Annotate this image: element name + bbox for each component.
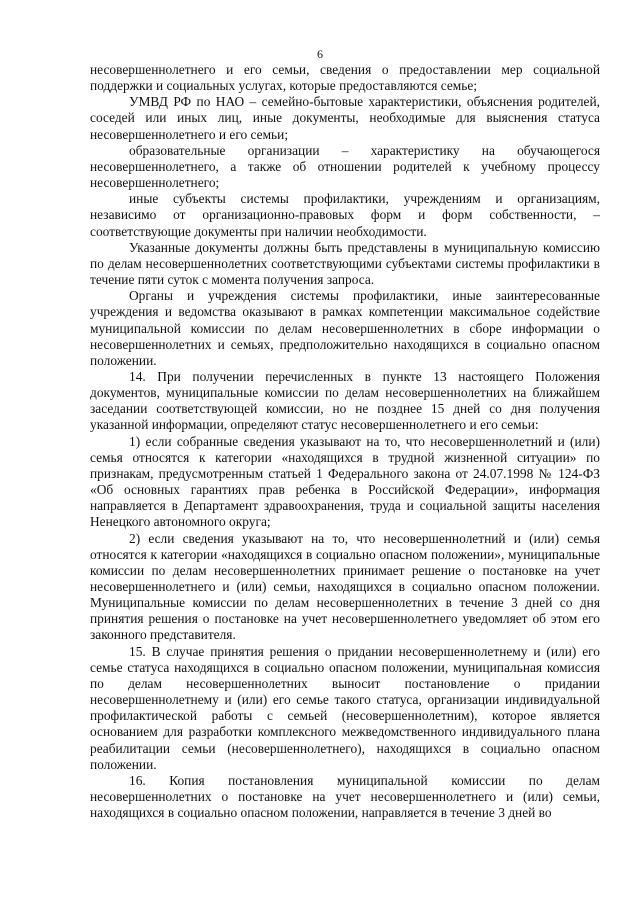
paragraph-item-14-sub-2: 2) если сведения указывают на то, что несовершеннолетний и (или) семья относятся к категории «находящихся в социально опасном положении», муниципальные комиссии по делам несовершеннолетних принимает решение о постановке на учет несовершеннолетнего и (или) семьи, находящихся в социально опасном положении. Муниципальные комиссии по делам несовершеннолетних в течение 3 дней со дня принятия решения о постановке на учет несовершеннолетнего уведомляет об этом его законного представителя. xyxy=(90,530,600,643)
paragraph-continuation: несовершеннолетнего и его семьи, сведения о предоставлении мер социальной поддержки и социальных услугах, которые предоставляются семье; xyxy=(90,62,600,94)
page-number: 6 xyxy=(317,47,323,61)
paragraph-item-14: 14. При получении перечисленных в пункте 13 настоящего Положения документов, муниципальные комиссии по делам несовершеннолетних на ближайшем заседании соответствующей комиссии, но не позднее 15 дней со дня получения указанной информации, определяют статус несовершеннолетнего и его семьи: xyxy=(90,368,600,433)
paragraph-item-14-sub-1: 1) если собранные сведения указывают на то, что несовершеннолетний и (или) семья относятся к категории «находящихся в трудной жизненной ситуации» по признакам, предусмотренным статьей 1 Федерального закона от 24.07.1998 № 124-ФЗ «Об основных гарантиях прав ребенка в Российской Федерации», информация направляется в Департамент здравоохранения, труда и социальной защиты населения Ненецкого автономного округа; xyxy=(90,433,600,530)
paragraph-item-15: 15. В случае принятия решения о придании несовершеннолетнему и (или) его семье статуса находящихся в социально опасном положении, муниципальная комиссия по делам несовершеннолетних выносит постановление о придании несовершеннолетнему и (или) его семье такого статуса, организации индивидуальной профилактической работы с семьей (несовершеннолетним), которое является основанием для разработки комплексного межведомственного индивидуального плана реабилитации семьи (несовершеннолетнего), находящихся в социально опасном положении. xyxy=(90,643,600,772)
paragraph-item-16: 16. Копия постановления муниципальной комиссии по делам несовершеннолетних о постановке на учет несовершеннолетнего и (или) семьи, находящихся в социально опасном положении, направляется в течение 3 дней во xyxy=(90,772,600,821)
paragraph-documents-deadline: Указанные документы должны быть представлены в муниципальную комиссию по делам несовершеннолетних соответствующими субъектами системы профилактики в течение пяти суток с момента получения запроса. xyxy=(90,239,600,288)
paragraph-other-subjects: иные субъекты системы профилактики, учреждениям и организациям, независимо от организационно-правовых форм и форм собственности, – соответствующие документы при наличии необходимости. xyxy=(90,191,600,239)
paragraph-umvd: УМВД РФ по НАО – семейно-бытовые характеристики, объяснения родителей, соседей или иных лиц, иные документы, необходимые для выяснения статуса несовершеннолетнего и его семьи; xyxy=(90,94,600,142)
paragraph-educational-organizations: образовательные организации – характеристику на обучающегося несовершеннолетнего, а также об отношении родителей к учебному процессу несовершеннолетнего; xyxy=(90,142,600,191)
paragraph-assistance: Органы и учреждения системы профилактики, иные заинтересованные учреждения и ведомства оказывают в рамках компетенции максимальное содействие муниципальной комиссии по делам несовершеннолетних в сборе информации о несовершеннолетних и семьях, предположительно находящихся в социально опасном положении. xyxy=(90,288,600,368)
document-body xyxy=(90,62,600,821)
